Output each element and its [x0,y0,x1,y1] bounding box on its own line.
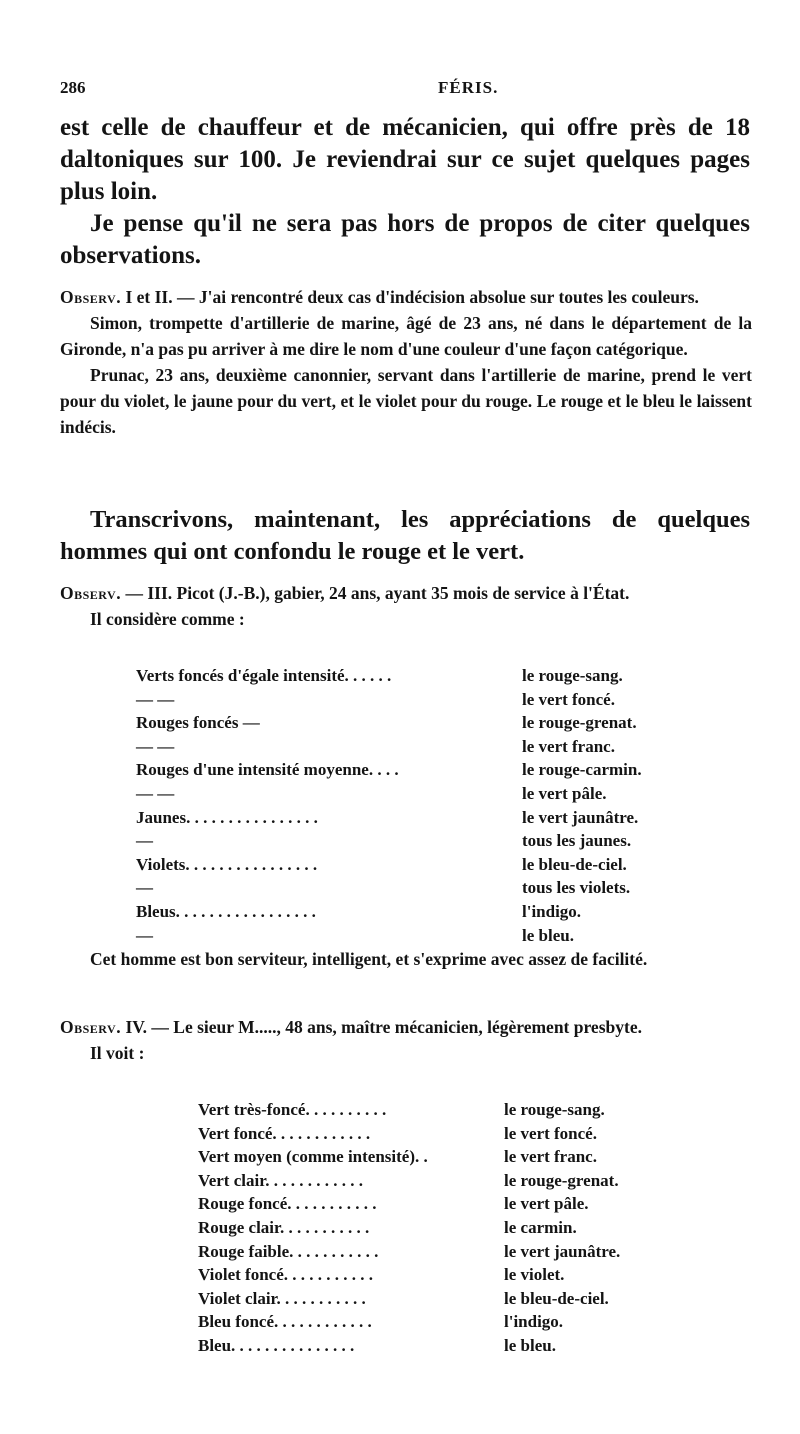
transition-paragraph: Transcrivons, maintenant, les appréciations de quelques hommes qui ont confondu le rouge et le vert. [60,506,750,565]
table-row [198,1218,698,1242]
row-color-label: — — [136,689,175,709]
table-row [136,784,696,808]
observation-3-table [136,666,696,949]
row-perceived-as: tous les violets. [522,878,631,898]
table-row [198,1289,698,1313]
row-perceived-as: le rouge-sang. [522,666,623,685]
row-color-label: Vert moyen (comme intensité). . [198,1147,428,1167]
row-perceived-as: le vert franc. [522,736,615,756]
observation-3-intro-text: — III. Picot (J.-B.), gabier, 24 ans, ayant 35 mois de service à l'État. [121,583,630,603]
observation-3-conclusion-block [60,946,752,972]
observation-prunac: Prunac, 23 ans, deuxième canonnier, servant dans l'artillerie de marine, prend le vert pour du violet, le jaune pour du vert, et le violet pour du rouge. Le rouge et le bleu le laissent indécis. [60,365,752,437]
observation-heading: Observ. [60,583,122,603]
transition-text [60,504,750,568]
observation-4 [60,1014,752,1066]
row-color-label: Bleu. . . . . . . . . . . . . . . [198,1335,355,1355]
row-color-label: — [136,878,153,898]
table-row [136,831,696,855]
lead-text [60,112,750,272]
row-perceived-as: le vert jaunâtre. [504,1241,621,1261]
observation-simon: Simon, trompette d'artillerie de marine, âgé de 23 ans, né dans le département de la Gironde, n'a pas pu arriver à me dire le nom d'une couleur d'une façon catégorique. [60,313,752,359]
table-row [198,1242,698,1266]
row-color-label: — — [136,736,175,756]
table-row [136,855,696,879]
observation-4-sees: Il voit : [90,1043,145,1063]
row-perceived-as: le vert foncé. [522,689,615,709]
observation-heading: Observ. [60,287,122,307]
table-row [198,1147,698,1171]
table-row [136,690,696,714]
table-row [198,1336,698,1360]
page-number: 286 [60,78,86,97]
table-row [136,666,696,690]
row-perceived-as: le violet. [504,1265,565,1285]
row-color-label: Bleus. . . . . . . . . . . . . . . . . [136,901,316,921]
row-color-label: Rouge clair. . . . . . . . . . . [198,1217,370,1237]
row-perceived-as: le rouge-carmin. [522,760,642,780]
row-color-label: Jaunes. . . . . . . . . . . . . . . . [136,807,318,827]
observation-1-2-intro-text: I et II. — J'ai rencontré deux cas d'indécision absolue sur toutes les couleurs. [121,287,699,307]
row-perceived-as: l'indigo. [504,1312,564,1332]
row-color-label: Violet clair. . . . . . . . . . . [198,1288,366,1308]
observation-3-considers: Il considère comme : [90,609,245,629]
row-color-label: Rouges d'une intensité moyenne. . . . [136,760,399,780]
table-row [136,760,696,784]
row-perceived-as: tous les jaunes. [522,831,632,851]
observation-4-intro [60,1014,752,1040]
observation-1-2 [60,284,752,440]
row-perceived-as: le rouge-sang. [504,1100,605,1119]
row-perceived-as: le bleu-de-ciel. [504,1288,609,1308]
row-perceived-as: le vert franc. [504,1147,597,1167]
table-row [198,1194,698,1218]
row-perceived-as: le vert foncé. [504,1123,597,1143]
row-color-label: — [136,831,153,851]
running-title: FÉRIS. [438,78,499,97]
row-perceived-as: le bleu. [522,925,574,945]
table-row [198,1171,698,1195]
observation-4-intro-text: IV. — Le sieur M....., 48 ans, maître mécanicien, légèrement presbyte. [121,1017,642,1037]
row-color-label: — — [136,783,175,803]
observation-heading: Observ. [60,1017,122,1037]
row-color-label: — [136,925,153,945]
observation-3-conclusion: Cet homme est bon serviteur, intelligent, et s'exprime avec assez de facilité. [90,949,648,969]
row-perceived-as: l'indigo. [522,901,582,921]
table-row [136,713,696,737]
row-perceived-as: le vert pâle. [522,783,607,803]
table-row [198,1265,698,1289]
table-row [136,808,696,832]
table-row [198,1312,698,1336]
observation-1-2-intro [60,284,752,310]
running-header [60,74,750,104]
row-color-label: Violets. . . . . . . . . . . . . . . . [136,854,318,874]
table-row [198,1100,698,1124]
lead-paragraph-1: est celle de chauffeur et de mécanicien, qui offre près de 18 daltoniques sur 100. Je reviendrai sur ce sujet quelques pages plus loin. [60,114,750,205]
table-row [198,1124,698,1148]
row-perceived-as: le carmin. [504,1217,577,1237]
observation-3-intro [60,580,752,606]
table-row [136,902,696,926]
observation-3 [60,580,752,632]
row-color-label: Vert foncé. . . . . . . . . . . . [198,1123,371,1143]
observation-4-table [198,1100,698,1360]
row-color-label: Rouge foncé. . . . . . . . . . . [198,1194,377,1214]
row-perceived-as: le rouge-grenat. [522,713,637,733]
lead-paragraph-2: Je pense qu'il ne sera pas hors de propos de citer quelques observations. [60,210,750,269]
row-color-label: Verts foncés d'égale intensité. . . . . . [136,666,392,685]
row-perceived-as: le rouge-grenat. [504,1170,619,1190]
row-color-label: Rouge faible. . . . . . . . . . . [198,1241,379,1261]
row-perceived-as: le vert jaunâtre. [522,807,639,827]
row-color-label: Vert clair. . . . . . . . . . . . [198,1170,363,1190]
table-row [136,737,696,761]
row-color-label: Vert très-foncé. . . . . . . . . . [198,1100,387,1119]
row-color-label: Bleu foncé. . . . . . . . . . . . [198,1312,372,1332]
row-color-label: Rouges foncés — [136,713,260,733]
row-perceived-as: le bleu-de-ciel. [522,854,627,874]
row-color-label: Violet foncé. . . . . . . . . . . [198,1265,374,1285]
table-row [136,878,696,902]
row-perceived-as: le bleu. [504,1335,556,1355]
row-perceived-as: le vert pâle. [504,1194,589,1214]
